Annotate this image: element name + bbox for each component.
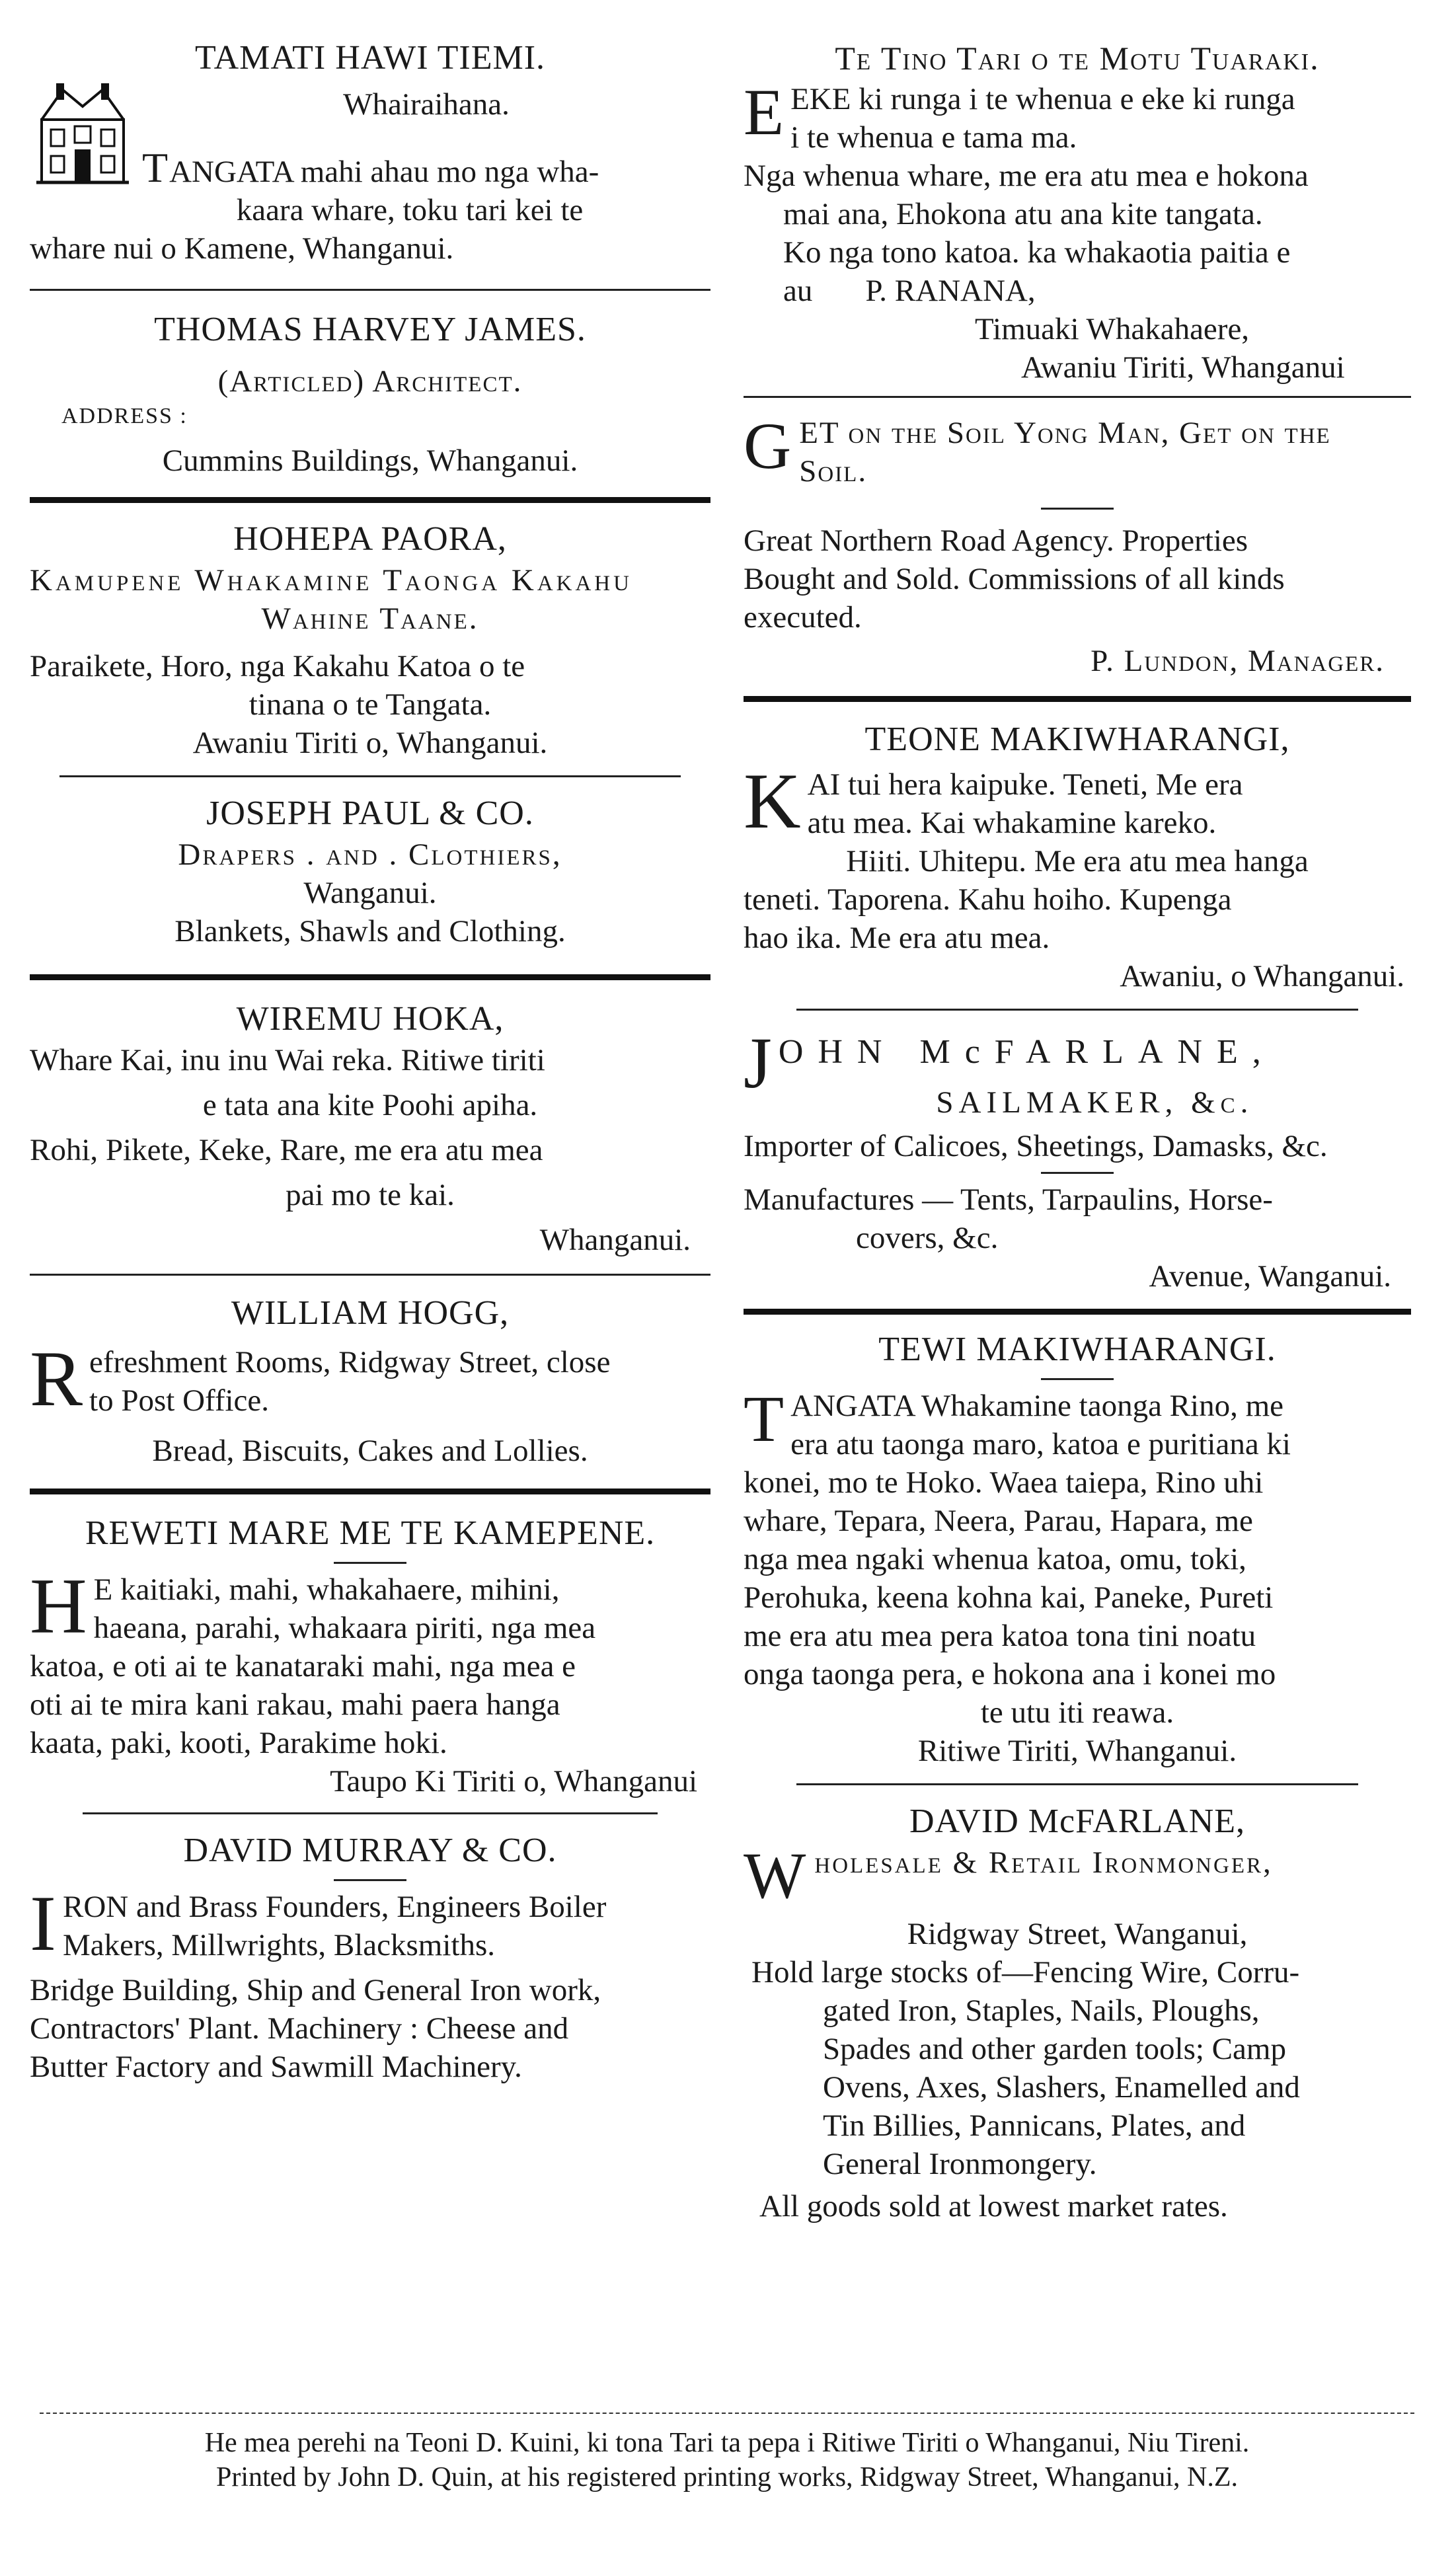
ad-body-line: Wahine Taane. bbox=[261, 601, 479, 636]
ad-body-line bbox=[744, 1839, 1411, 1912]
ad-te-tino-tari bbox=[744, 36, 1411, 387]
ad-title: DAVID MURRAY & CO. bbox=[183, 1832, 557, 1869]
ad-body-line: Timuaki Whakahaere, bbox=[975, 312, 1250, 346]
divider bbox=[30, 974, 710, 980]
imprint-footer bbox=[40, 2413, 1414, 2494]
divider bbox=[30, 289, 710, 291]
ad-body-line: Contractors' Plant. Machinery : Cheese and bbox=[30, 2011, 569, 2046]
ad-title: THOMAS HARVEY JAMES. bbox=[154, 311, 586, 348]
drop-cap: I bbox=[30, 1879, 56, 1967]
ad-title: TEONE MAKIWHARANGI, bbox=[864, 720, 1290, 758]
ad-david-mcfarlane bbox=[744, 1800, 1411, 2225]
imprint-english: Printed by John D. Quin, at his registered printing works, Ridgway Street, Whanganui, N.Z. bbox=[215, 2462, 1238, 2493]
ad-body-line: executed. bbox=[744, 600, 862, 635]
ad-body-line: Paraikete, Horo, nga Kakahu Katoa o te bbox=[30, 649, 525, 683]
ad-body-line: Whare Kai, inu inu Wai reka. Ritiwe tiriti bbox=[30, 1043, 545, 1077]
ad-title: HOHEPA PAORA, bbox=[233, 520, 507, 558]
ad-john-mcfarlane bbox=[744, 1023, 1411, 1295]
ad-title: REWETI MARE ME TE KAMEPENE. bbox=[85, 1514, 656, 1552]
divider bbox=[744, 396, 1411, 398]
drop-cap: R bbox=[30, 1334, 83, 1422]
divider bbox=[83, 1812, 658, 1814]
short-divider bbox=[1041, 508, 1114, 510]
divider bbox=[796, 1783, 1358, 1785]
ad-thomas-harvey-james bbox=[30, 308, 710, 480]
ad-title: TEWI MAKIWHARANGI. bbox=[878, 1331, 1276, 1368]
ad-tewi-makiwharangi bbox=[744, 1328, 1411, 1770]
drop-cap: K bbox=[744, 757, 801, 845]
ad-body-line: Spades and other garden tools; Camp bbox=[823, 2032, 1286, 2066]
ad-title: JOSEPH PAUL & CO. bbox=[206, 794, 534, 832]
divider bbox=[796, 1009, 1358, 1011]
ad-title: Te Tino Tari o te Motu Tuaraki. bbox=[835, 40, 1320, 77]
short-divider bbox=[1041, 1172, 1114, 1174]
left-column bbox=[30, 36, 710, 2086]
drop-cap: G bbox=[744, 409, 793, 483]
short-divider bbox=[1041, 1378, 1114, 1380]
divider bbox=[30, 1489, 710, 1494]
ad-body-line: era atu taonga maro, katoa e puritiana ki bbox=[790, 1427, 1291, 1461]
ad-title: WIREMU HOKA, bbox=[236, 1000, 504, 1038]
ad-teone-makiwharangi bbox=[744, 718, 1411, 995]
ad-body-line: Ovens, Axes, Slashers, Enamelled and bbox=[823, 2070, 1300, 2105]
ad-get-on-the-soil bbox=[744, 409, 1411, 510]
divider bbox=[59, 775, 681, 777]
ad-body-line: Butter Factory and Sawmill Machinery. bbox=[30, 2050, 522, 2084]
ad-body-text: EKE ki runga i te whenua e eke ki runga bbox=[790, 82, 1295, 116]
right-column bbox=[744, 36, 1411, 2225]
ad-body-text: RON and Brass Founders, Engineers Boiler bbox=[62, 1890, 607, 1924]
address-label: ADDRESS : bbox=[61, 404, 188, 428]
ad-body-line: Hold large stocks of—Fencing Wire, Corru- bbox=[751, 1955, 1300, 1990]
ad-body-line bbox=[30, 144, 710, 191]
ad-body-line: P. Lundon, Manager. bbox=[1091, 644, 1385, 678]
divider bbox=[30, 1274, 710, 1276]
ad-body-text: holesale & Retail Ironmonger, bbox=[814, 1845, 1273, 1880]
ad-body-line: me era atu mea pera katoa tona tini noatu bbox=[744, 1619, 1256, 1653]
short-divider bbox=[334, 1879, 406, 1881]
footer-rule bbox=[40, 2413, 1414, 2414]
ad-title: TAMATI HAWI TIEMI. bbox=[194, 39, 546, 77]
ad-body-line: Awaniu Tiriti o, Whanganui. bbox=[192, 726, 548, 760]
ad-body-line: Great Northern Road Agency. Properties bbox=[744, 523, 1248, 558]
ad-body-line: e tata ana kite Poohi apiha. bbox=[202, 1088, 538, 1122]
ad-body-line: onga taonga pera, e hokona ana i konei mo bbox=[744, 1657, 1276, 1691]
ad-body-line: Ko nga tono katoa. ka whakaotia paitia e bbox=[783, 235, 1291, 270]
ad-body-text: efreshment Rooms, Ridgway Street, close bbox=[89, 1345, 611, 1379]
ad-title-text: OHN McFARLANE, bbox=[778, 1033, 1276, 1071]
drop-cap: H bbox=[30, 1562, 87, 1650]
ad-body-line: Importer of Calicoes, Sheetings, Damasks, &c. bbox=[744, 1129, 1328, 1163]
drop-cap: T bbox=[142, 144, 170, 191]
ad-body-line: General Ironmongery. bbox=[823, 2147, 1097, 2181]
ad-body-line: Whanganui. bbox=[539, 1223, 691, 1257]
ad-body-line: atu mea. Kai whakamine kareko. bbox=[807, 806, 1217, 840]
ad-body-text: E kaitiaki, mahi, whakahaere, mihini, bbox=[93, 1572, 560, 1607]
ad-body-line bbox=[744, 409, 1411, 483]
ad-body-line: Wanganui. bbox=[303, 876, 437, 910]
divider bbox=[744, 1309, 1411, 1315]
ad-body-line: Kamupene Whakamine Taonga Kakahu bbox=[30, 563, 632, 598]
ad-body-line: covers, &c. bbox=[856, 1221, 999, 1255]
ad-body-line: to Post Office. bbox=[89, 1383, 270, 1418]
ad-body-line: Awaniu, o Whanganui. bbox=[1120, 959, 1404, 993]
ad-body-line: (Articled) Architect. bbox=[217, 364, 523, 399]
ad-body-line: All goods sold at lowest market rates. bbox=[759, 2189, 1228, 2223]
ad-body-line: tinana o te Tangata. bbox=[249, 687, 492, 722]
ad-body-line: Awaniu Tiriti, Whanganui bbox=[1021, 350, 1345, 385]
ad-body-line: Hiiti. Uhitepu. Me era atu mea hanga bbox=[846, 844, 1309, 878]
ad-body-line: i te whenua e tama ma. bbox=[790, 120, 1077, 155]
short-divider bbox=[334, 1562, 406, 1564]
ad-william-hogg bbox=[30, 1292, 710, 1470]
ad-body-line: whare nui o Kamene, Whanganui. bbox=[30, 231, 454, 266]
drop-cap: E bbox=[744, 75, 785, 149]
divider bbox=[30, 497, 710, 503]
ad-body-line: Drapers . and . Clothiers, bbox=[178, 837, 562, 872]
ad-body-line: hao ika. Me era atu mea. bbox=[744, 921, 1050, 955]
ad-body-line: Nga whenua whare, me era atu mea e hokona bbox=[744, 159, 1309, 193]
ad-body-line: Bought and Sold. Commissions of all kinds bbox=[744, 562, 1285, 596]
drop-cap: J bbox=[744, 1023, 772, 1103]
ad-body-line: Avenue, Wanganui. bbox=[1149, 1259, 1391, 1294]
ad-body-line: Taupo Ki Tiriti o, Whanganui bbox=[330, 1764, 697, 1798]
ad-title: WILLIAM HOGG, bbox=[231, 1294, 510, 1332]
ad-body-line: kaata, paki, kooti, Parakime hoki. bbox=[30, 1726, 447, 1760]
ad-body-line: gated Iron, Staples, Nails, Ploughs, bbox=[823, 1993, 1260, 2028]
ad-body-line: Cummins Buildings, Whanganui. bbox=[162, 444, 578, 478]
ad-great-northern-road-agency bbox=[744, 522, 1411, 680]
divider bbox=[744, 696, 1411, 702]
ad-title: DAVID McFARLANE, bbox=[909, 1802, 1246, 1840]
ad-body-line: haeana, parahi, whakaara piriti, nga mea bbox=[93, 1611, 596, 1645]
ad-body-text: AI tui hera kaipuke. Teneti, Me era bbox=[807, 767, 1243, 802]
drop-cap: T bbox=[744, 1382, 785, 1455]
ad-wiremu-hoka bbox=[30, 997, 710, 1259]
ad-body-line: Ridgway Street, Wanganui, bbox=[907, 1917, 1248, 1951]
ad-body-line: Rohi, Pikete, Keke, Rare, me era atu mea bbox=[30, 1133, 543, 1167]
ad-body-line bbox=[744, 272, 1411, 310]
ad-body-line: Bridge Building, Ship and General Iron work, bbox=[30, 1973, 601, 2007]
ad-body-line: pai mo te kai. bbox=[286, 1178, 455, 1212]
ad-body-line: Soil. bbox=[799, 454, 868, 488]
ad-body-line: konei, mo te Hoko. Waea taiepa, Rino uhi bbox=[744, 1465, 1264, 1500]
ad-body-text: ANGATA Whakamine taonga Rino, me bbox=[790, 1389, 1284, 1423]
ad-body-line: Blankets, Shawls and Clothing. bbox=[174, 914, 566, 948]
imprint-maori: He mea perehi na Teoni D. Kuini, ki tona Tari ta pepa i Ritiwe Tiriti o Whanganui, Niu Tireni. bbox=[204, 2428, 1250, 2458]
ad-body-line: nga mea ngaki whenua katoa, omu, toki, bbox=[744, 1542, 1246, 1576]
ad-reweti-mare bbox=[30, 1512, 710, 1800]
ad-body-line: Ritiwe Tiriti, Whanganui. bbox=[917, 1734, 1237, 1768]
ad-body-text: ET on the Soil Yong Man, Get on the bbox=[799, 416, 1331, 450]
drop-cap: W bbox=[744, 1839, 808, 1912]
house-illustration-icon bbox=[36, 80, 129, 186]
signatory: P. RANANA, bbox=[865, 274, 1036, 308]
ad-tamati-hawi-tiemi bbox=[30, 36, 710, 268]
ad-body-line: Tin Billies, Pannicans, Plates, and bbox=[823, 2108, 1246, 2143]
ad-body-line: Perohuka, keena kohna kai, Paneke, Pureti bbox=[744, 1580, 1274, 1615]
ad-body-line: Bread, Biscuits, Cakes and Lollies. bbox=[152, 1434, 588, 1468]
ad-body-line: teneti. Taporena. Kahu hoiho. Kupenga bbox=[744, 882, 1232, 917]
ad-body-line: katoa, e oti ai te kanataraki mahi, nga mea e bbox=[30, 1649, 576, 1683]
ad-subtitle: Whairaihana. bbox=[343, 87, 510, 122]
ad-david-murray bbox=[30, 1829, 710, 2086]
ad-hohepa-paora bbox=[30, 518, 710, 762]
ad-body-line: Manufactures — Tents, Tarpaulins, Horse- bbox=[744, 1182, 1273, 1217]
ad-joseph-paul bbox=[30, 792, 710, 950]
ad-body-line: mai ana, Ehokona atu ana kite tangata. bbox=[783, 197, 1263, 231]
ad-body-line: oti ai te mira kani rakau, mahi paera hanga bbox=[30, 1687, 560, 1722]
ad-body-line: whare, Tepara, Neera, Parau, Hapara, me bbox=[744, 1504, 1253, 1538]
ad-body-line: te utu iti reawa. bbox=[980, 1695, 1174, 1730]
ad-body-line: Makers, Millwrights, Blacksmiths. bbox=[62, 1928, 496, 1962]
ad-body-text: ANGATA mahi ahau mo nga wha- bbox=[169, 155, 599, 189]
ad-trade: SAILMAKER, &c. bbox=[936, 1085, 1254, 1120]
ad-body-line: kaara whare, toku tari kei te bbox=[236, 193, 584, 227]
ad-body-text: au bbox=[783, 274, 813, 308]
